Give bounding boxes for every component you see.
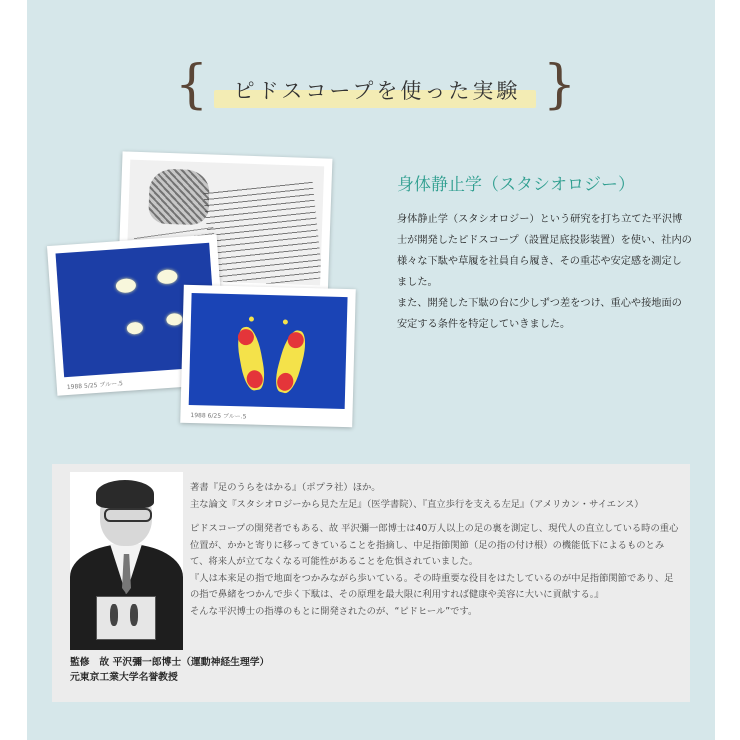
brace-left-icon: { — [175, 55, 209, 115]
brace-right-icon: } — [543, 55, 577, 115]
caption-line: 監修 故 平沢彌一郎博士（運動神経生理学） — [70, 657, 270, 668]
portrait-photo — [70, 472, 183, 650]
footprint-left-icon — [234, 325, 267, 392]
photo-stamp: 1988 5/25 ブルー.5 — [66, 380, 124, 392]
section-paragraph: また、開発した下駄の台に少しずつ差をつけ、重心や接地面の安定する条件を特定していきました。 — [397, 298, 682, 330]
profile-closing: そんな平沢博士の指導のもとに開発されたのが、“ピドヒール”です。 — [190, 605, 478, 617]
glasses-icon — [104, 508, 152, 522]
profile-books: 著書『足のうらをはかる』（ポプラ社）ほか。 — [190, 482, 381, 493]
profile-papers: 主な論文『スタシオロジーから見た左足』（医学書院）、『直立歩行を支える左足』（アメリカン・サイエンス） — [190, 498, 644, 510]
caption-line: 元東京工業大学名誉教授 — [70, 672, 178, 683]
section-body — [397, 209, 692, 335]
contact-spot — [166, 313, 183, 326]
contact-spot — [127, 322, 144, 335]
section-title: 身体静止学（スタシオロジー） — [397, 175, 635, 195]
portrait-caption — [70, 655, 269, 685]
profile-quote: 『人は本来足の指で地面をつかみながら歩いている。その時重要な役目をはたしているのが中足指節関節であり、足の指で鼻緒をつかんで歩く下駄は、その原理を最大限に利用すれば健康や美容に大いに貢献する。』 — [190, 572, 674, 600]
profile-text — [190, 480, 680, 620]
pedoscope-photo-right-image — [189, 293, 348, 409]
photo-stamp: 1988 6/25 ブルー.5 — [190, 411, 247, 421]
heading-title: ピドスコープを使った実験 — [233, 79, 521, 103]
section-heading — [0, 55, 740, 125]
toe-mark — [283, 319, 288, 324]
toe-mark — [249, 316, 254, 321]
foot-skeleton-icon — [148, 168, 210, 225]
profile-bio: ピドスコープの開発者でもある、故 平沢彌一郎博士は40万人以上の足の裏を測定し、現代人の直立している時の重心位置が、かかと寄りに移ってきていることを指摘し、中足指節関節（足の指の付け根）の機能低下によるものとみて、将来人が立てなくなる可能性があることを危惧されていました。 — [190, 523, 679, 567]
contact-spot — [115, 278, 136, 293]
pedoscope-photo-right — [180, 285, 356, 427]
heading-title-wrap — [212, 73, 530, 109]
section-paragraph: 身体静止学（スタシオロジー）という研究を打ち立てた平沢博士が開発したピドスコープ（設置足底投影装置）を使い、社内の様々な下駄や草履を社員自ら履き、その重芯や安定感を測定しました。 — [397, 214, 692, 288]
document-text-lines — [203, 179, 323, 286]
book-icon — [96, 596, 156, 640]
contact-spot — [157, 269, 178, 284]
footprint-right-icon — [272, 328, 310, 396]
